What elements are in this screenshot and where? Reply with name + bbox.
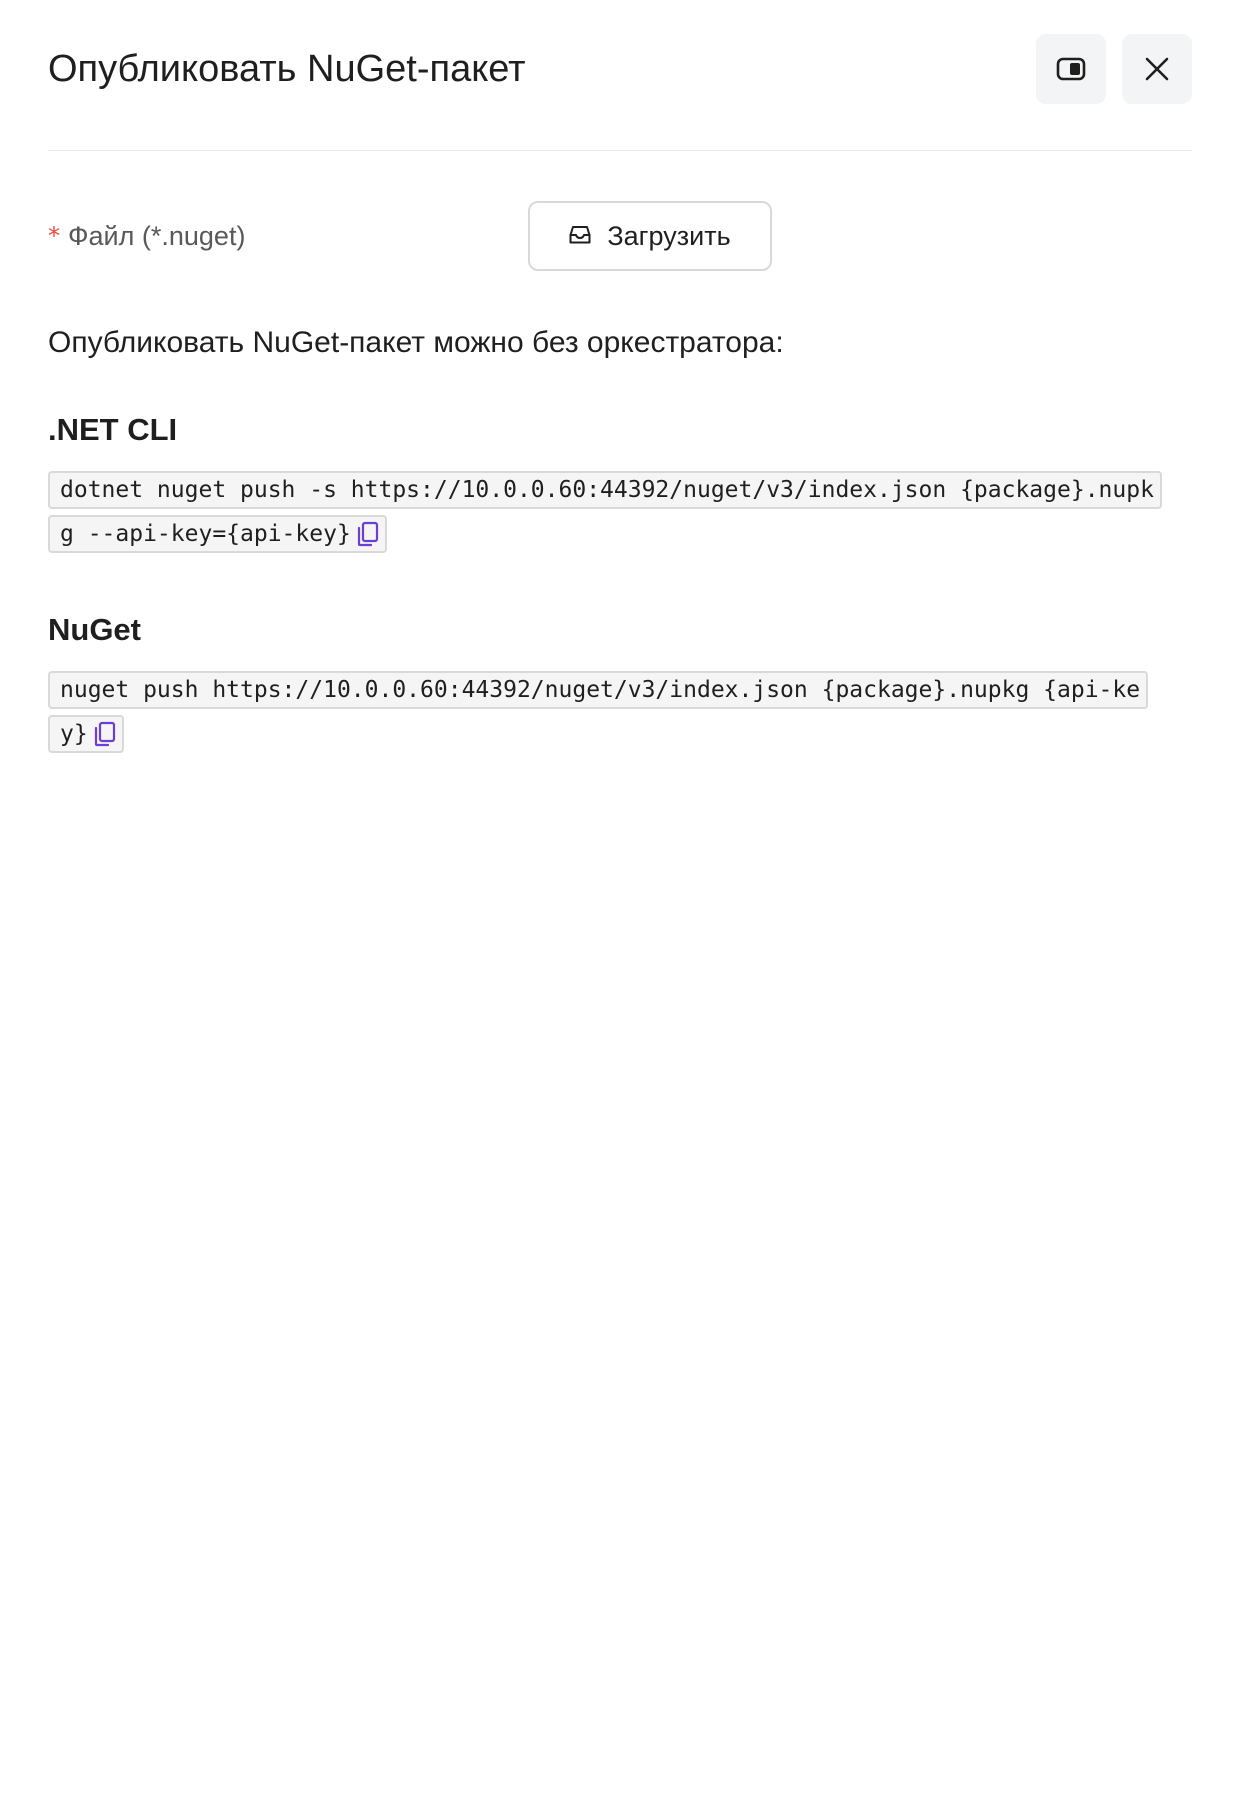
toggle-panel-icon	[1056, 57, 1086, 81]
nuget-title: NuGet	[48, 612, 141, 647]
nuget-command[interactable]	[48, 671, 1148, 753]
required-mark: *	[48, 222, 60, 250]
dotnet-cli-command-text: dotnet nuget push -s https://10.0.0.60:44392/nuget/v3/index.json {package}.nupkg --api-key={api-key}	[60, 477, 1154, 547]
copy-icon[interactable]	[357, 518, 379, 562]
close-icon	[1144, 56, 1170, 82]
toggle-panel-button[interactable]	[1036, 34, 1106, 104]
copy-icon[interactable]	[94, 718, 116, 762]
page-title: Опубликовать NuGet-пакет	[48, 47, 526, 90]
drawer-header	[48, 0, 1192, 151]
info-text: Опубликовать NuGet-пакет можно без оркестратора:	[48, 326, 784, 359]
dotnet-cli-command[interactable]	[48, 471, 1162, 553]
inbox-upload-icon	[569, 221, 591, 252]
nuget-command-block	[48, 668, 1166, 762]
dotnet-cli-title: .NET CLI	[48, 412, 178, 447]
dotnet-cli-command-block	[48, 468, 1166, 562]
upload-button[interactable]	[528, 201, 772, 271]
close-button[interactable]	[1122, 34, 1192, 104]
file-form-row	[48, 201, 1192, 271]
upload-button-label: Загрузить	[607, 220, 731, 251]
file-field-label	[48, 221, 528, 252]
file-label-text: Файл (*.nuget)	[68, 220, 246, 251]
nuget-command-text: nuget push https://10.0.0.60:44392/nuget/v3/index.json {package}.nupkg {api-key}	[60, 677, 1141, 747]
header-actions	[1036, 34, 1192, 104]
